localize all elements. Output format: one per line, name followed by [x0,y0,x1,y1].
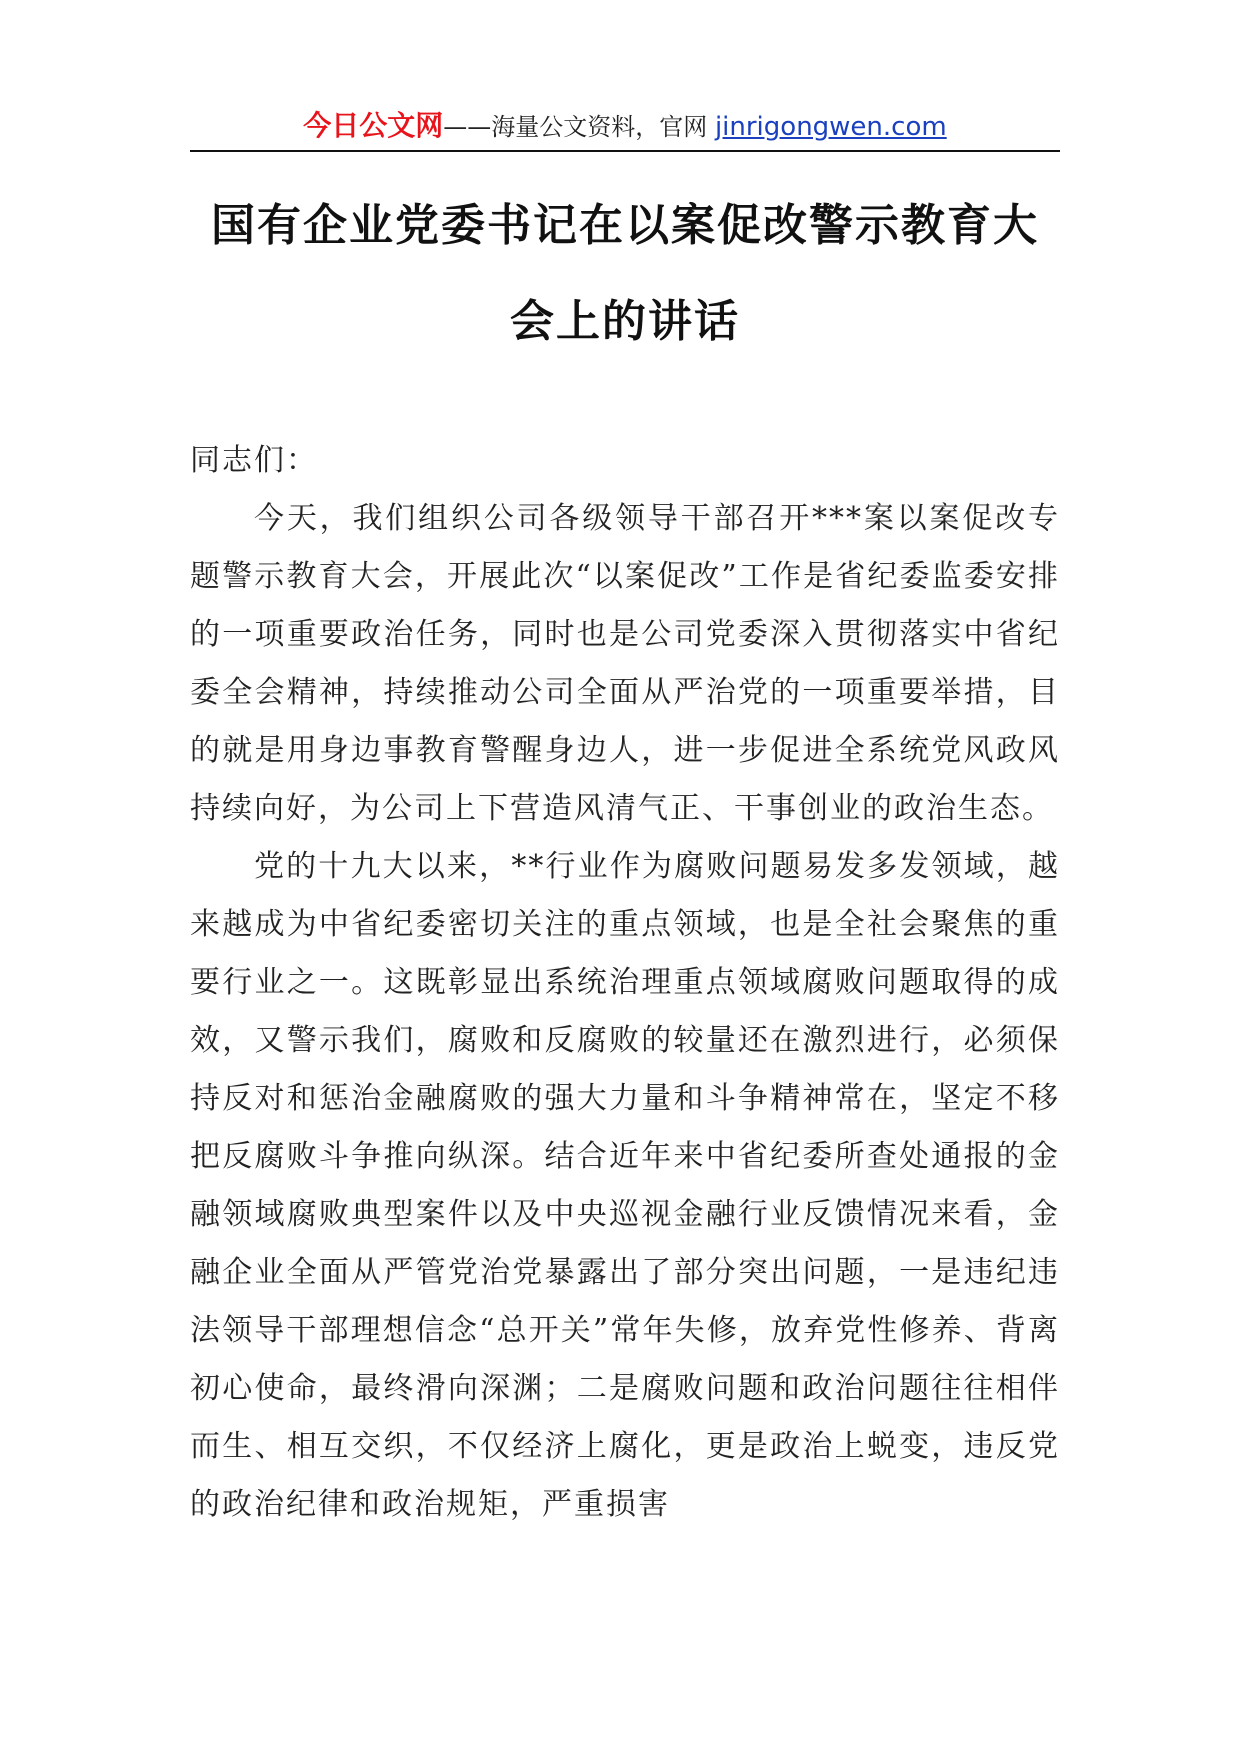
document-body [190,432,1060,1534]
paragraph: 党的十九大以来，**行业作为腐败问题易发多发领域，越来越成为中省纪委密切关注的重点领域，也是全社会聚焦的重要行业之一。这既彰显出系统治理重点领域腐败问题取得的成效，又警示我们，腐败和反腐败的较量还在激烈进行，必须保持反对和惩治金融腐败的强大力量和斗争精神常在，坚定不移把反腐败斗争推向纵深。结合近年来中省纪委所查处通报的金融领域腐败典型案件以及中央巡视金融行业反馈情况来看，金融企业全面从严管党治党暴露出了部分突出问题，一是违纪违法领导干部理想信念“总开关”常年失修，放弃党性修养、背离初心使命，最终滑向深渊；二是腐败问题和政治问题往往相伴而生、相互交织，不仅经济上腐化，更是政治上蜕变，违反党的政治纪律和政治规矩，严重损害 [190,849,1060,1522]
site-header [190,104,1060,152]
document-title: 国有企业党委书记在以案促改警示教育大会上的讲话 [211,200,1039,347]
paragraph: 今天，我们组织公司各级领导干部召开***案以案促改专题警示教育大会，开展此次“以案促改”工作是省纪委监委安排的一项重要政治任务，同时也是公司党委深入贯彻落实中省纪委全会精神，持续推动公司全面从严治党的一项重要举措，目的就是用身边事教育警醒身边人，进一步促进全系统党风政风持续向好，为公司上下营造风清气正、干事创业的政治生态。 [190,501,1060,826]
site-brand[interactable]: 今日公文网 [303,109,444,142]
header-separator: —— [443,113,492,141]
site-url-link[interactable]: jinrigongwen.com [714,112,947,142]
header-description: 海量公文资料，官网 [491,113,715,141]
salutation: 同志们： [190,443,318,478]
header-divider [190,150,1060,152]
